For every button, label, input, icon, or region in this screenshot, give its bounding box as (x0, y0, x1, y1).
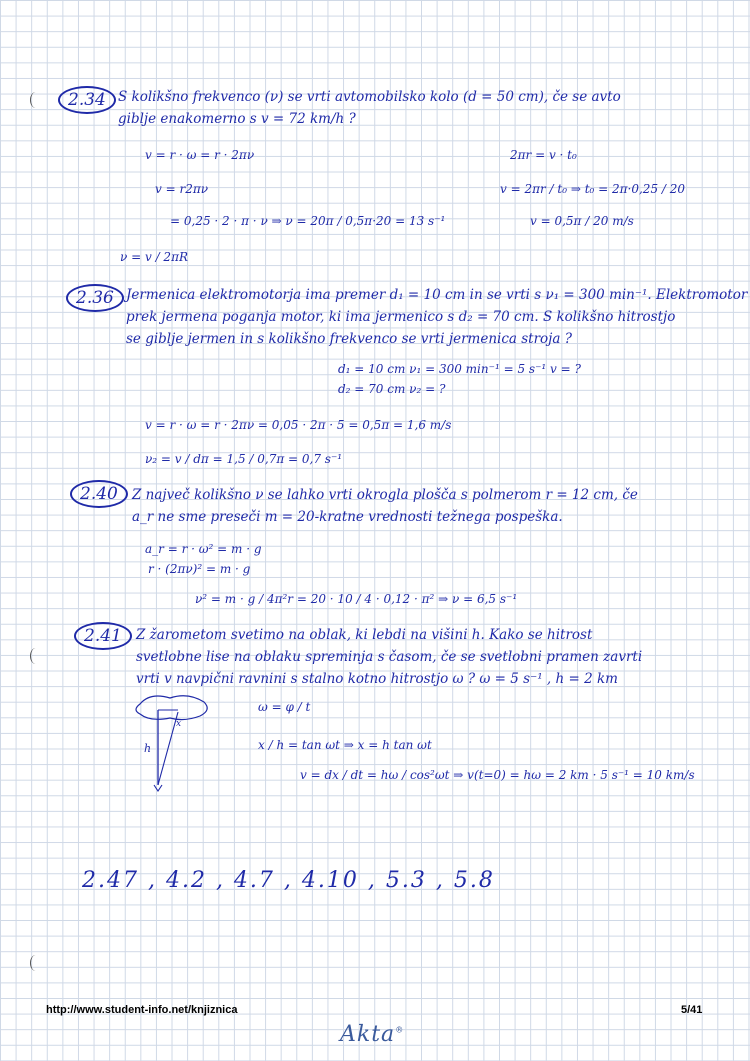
problem-text: Jermenica elektromotorja ima premer d₁ = 10 cm in se vrti s ν₁ = 300 min⁻¹. Elektromotor (126, 287, 748, 303)
work-line: v = dx / dt = hω / cos²ωt ⇒ v(t=0) = hω = 2 km · 5 s⁻¹ = 10 km/s (300, 768, 695, 782)
work-line: v = r · ω = r · 2πν (145, 148, 255, 162)
problem-text: se giblje jermen in s kolikšno frekvenco se vrti jermenica stroja ? (126, 331, 572, 347)
work-line: v = r · ω = r · 2πν = 0,05 · 2π · 5 = 0,5π = 1,6 m/s (145, 418, 452, 432)
akta-logo: Akta® (340, 1022, 405, 1047)
problem-text: vrti v navpični ravnini s stalno kotno hitrostjo ω ? ω = 5 s⁻¹ , h = 2 km (136, 671, 618, 687)
work-line: a_r = r · ω² = m · g (145, 542, 262, 556)
problem-text: Z največ kolikšno ν se lahko vrti okrogla plošča s polmerom r = 12 cm, če (132, 487, 638, 503)
work-line: ν = v / 2πR (120, 250, 188, 264)
given-line: d₁ = 10 cm ν₁ = 300 min⁻¹ = 5 s⁻¹ v = ? (338, 362, 581, 376)
margin-mark (30, 955, 41, 971)
work-line: ν² = m · g / 4π²r = 20 · 10 / 4 · 0,12 · π² ⇒ ν = 6,5 s⁻¹ (195, 592, 518, 606)
height-label: h (144, 742, 152, 755)
problem-number: 2.40 (70, 480, 128, 508)
margin-mark (30, 648, 41, 664)
work-line: x / h = tan ωt ⇒ x = h tan ωt (258, 738, 432, 752)
logo-text: Akta (340, 1022, 396, 1047)
page-number: 5/41 (681, 1004, 703, 1016)
problem-text: giblje enakomerno s v = 72 km/h ? (118, 111, 356, 127)
given-line: d₂ = 70 cm ν₂ = ? (338, 382, 446, 396)
x-label: x (176, 719, 182, 729)
problem-text: S kolikšno frekvenco (ν) se vrti avtomobilsko kolo (d = 50 cm), če se avto (118, 89, 621, 105)
footer-url[interactable]: http://www.student-info.net/knjiznica (46, 1004, 238, 1016)
problem-text: Z žarometom svetimo na oblak, ki lebdi na višini h. Kako se hitrost (136, 627, 593, 643)
work-line: ω = φ / t (258, 700, 311, 714)
work-line: v = r2πν (155, 182, 209, 196)
problem-number: 2.36 (66, 284, 124, 312)
work-line: v = 2πr / t₀ ⇒ t₀ = 2π·0,25 / 20 (500, 182, 686, 196)
further-problems: 2.47 , 4.2 , 4.7 , 4.10 , 5.3 , 5.8 (82, 868, 495, 893)
work-line: 2πr = v · t₀ (510, 148, 577, 162)
work-line: v = 0,5π / 20 m/s (530, 214, 634, 228)
problem-text: svetlobne lise na oblaku spreminja s časom, če se svetlobni pramen zavrti (136, 649, 643, 665)
searchlight-diagram (132, 690, 222, 800)
problem-text: a_r ne sme preseči m = 20-kratne vrednosti težnega pospeška. (132, 509, 563, 525)
problem-number: 2.34 (58, 86, 116, 114)
work-line: = 0,25 · 2 · π · ν ⇒ ν = 20π / 0,5π·20 = 13 s⁻¹ (170, 214, 446, 228)
work-line: ν₂ = v / dπ = 1,5 / 0,7π = 0,7 s⁻¹ (145, 452, 343, 466)
problem-text: prek jermena poganja motor, ki ima jermenico s d₂ = 70 cm. S kolikšno hitrostjo (126, 309, 676, 325)
work-line: r · (2πν)² = m · g (148, 562, 251, 576)
problem-number: 2.41 (74, 622, 132, 650)
margin-mark (30, 92, 41, 108)
